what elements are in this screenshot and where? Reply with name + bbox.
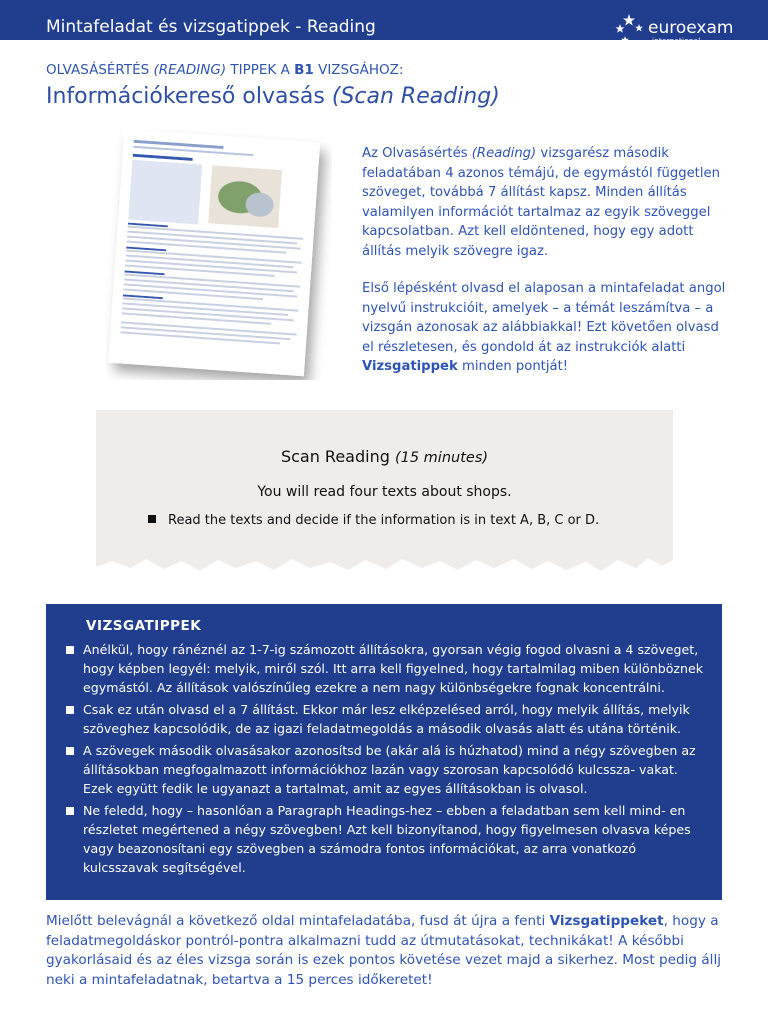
- logo-text: euroexam: [648, 18, 734, 38]
- task-title-text: Scan Reading: [280, 447, 390, 466]
- tip-text: A szövegek második olvasásakor azonosítsd be (akár alá is húzhatod) mind a négy szövegben az állításokban megfogalmazott információkhoz lazán vagy szorosan kapcsolódó kulcssza- vakat. Ezek együtt fedik le ugyanazt a tartalmat, amit az egyes állításokban is olvasol.: [83, 743, 696, 796]
- header-title: Mintafeladat és vizsgatippek - Reading: [46, 17, 376, 37]
- task-instruction: You will read four texts about shops.: [257, 484, 512, 500]
- intro-p2-end: minden pontját!: [461, 359, 569, 374]
- tip-text: Csak ez után olvasd el a 7 állítást. Ekkor már lesz elképzelésed arról, hogy melyik állítás, melyik szöveghez kapcsolódik, de az igazi feladatmegoldás a második olvasás alatt és utána történik.: [83, 702, 690, 736]
- task-bullet: [148, 513, 599, 528]
- subtitle-prefix: OLVASÁSÉRTÉS: [46, 62, 150, 78]
- square-bullet-icon: [66, 706, 74, 714]
- header-bar: [0, 0, 768, 45]
- tip-item: [64, 640, 704, 697]
- subtitle-mid: TIPPEK A: [230, 62, 290, 78]
- closing-bold: Vizsgatippeket: [549, 913, 664, 929]
- document-thumbnail: [106, 130, 332, 380]
- tip-item: [64, 700, 704, 738]
- subtitle-italic: (READING): [153, 62, 227, 78]
- tips-list: [64, 640, 704, 880]
- intro-text: [362, 144, 732, 395]
- square-bullet-icon: [148, 515, 156, 523]
- square-bullet-icon: [66, 747, 74, 755]
- tip-item: [64, 741, 704, 798]
- square-bullet-icon: [66, 807, 74, 815]
- tip-text: Anélkül, hogy ránéznél az 1-7-ig számozott állításokra, gyorsan végig fogod olvasni a 4 szöveget, hogy képben legyél: melyik, miről szól. Itt arra kell figyelned, hogy tartalmilag miben különböznek egymástól. Az állítások valószínűleg ezekre a nem nagy különbségekre fognak koncentrálni.: [83, 642, 704, 695]
- subtitle-suffix: VIZSGÁHOZ:: [318, 62, 404, 78]
- tip-text: Ne feledd, hogy – hasonlóan a Paragraph Headings-hez – ebben a feladatban sem kell mind- en részletet megértened a négy szövegben! Azt kell bizonyítanod, hogy figyelmesen olvasva képes vagy beazonosítani egy szövegben a számodra fontos információkat, az arra vonatkozó kulcsszavak segítségével.: [83, 803, 691, 875]
- tip-item: [64, 801, 704, 877]
- intro-p1-rest: vizsgarész második feladatában 4 azonos témájú, de egymástól független szöveget, továbbá 7 állítást kapsz. Minden állítás valamilyen információt tartalmaz az egyik szöveggel kapcsolatban. Azt kell eldöntened, hogy egy adott állítás melyik szövegre igaz.: [362, 146, 720, 259]
- intro-p2-start: Első lépésként olvasd el alaposan a mintafeladat angol nyelvű instrukcióit, amelyek – a témát leszámítva – a vizsgán azonosak az alábbiakkal! Ezt követően olvasd el részletesen, és gondold át az instrukciók alatti: [362, 281, 726, 355]
- logo-subtext: international: [652, 37, 701, 45]
- tips-heading: VIZSGATIPPEK: [86, 618, 202, 634]
- square-bullet-icon: [66, 646, 74, 654]
- task-bullet-text: Read the texts and decide if the information is in text A, B, C or D.: [168, 513, 600, 528]
- closing-end: , hogy a feladatmegoldáskor pontról-pontra alkalmazni tudd az útmutatásokat, technikákat! A későbbi gyakorlásaid és az éles vizsga során is ezek pontos követése vezet majd a sikerhez. Most pedig állj neki a mintafeladatnak, betartva a 15 perces időkeretet!: [46, 913, 722, 988]
- task-card: [96, 410, 673, 586]
- closing-start: Mielőtt belevágnál a következő oldal mintafeladatába, fusd át újra a fenti: [46, 913, 546, 929]
- section-subtitle: [46, 62, 403, 78]
- intro-p1-italic: (Reading): [471, 146, 537, 161]
- closing-text: [46, 912, 736, 990]
- intro-p1-start: Az Olvasásértés: [362, 146, 468, 161]
- page-title: [46, 84, 500, 109]
- intro-paragraph-2: [362, 279, 732, 377]
- tips-box: [46, 604, 722, 900]
- euroexam-logo: [628, 18, 748, 60]
- page-title-italic: (Scan Reading): [331, 84, 500, 109]
- intro-paragraph-1: [362, 144, 732, 261]
- intro-p2-bold: Vizsgatippek: [362, 359, 458, 374]
- task-time: (15 minutes): [394, 450, 489, 466]
- stars-logo-icon: [612, 10, 646, 50]
- task-title: [96, 447, 673, 466]
- subtitle-level: B1: [294, 62, 314, 78]
- page-title-text: Információkereső olvasás: [46, 84, 325, 109]
